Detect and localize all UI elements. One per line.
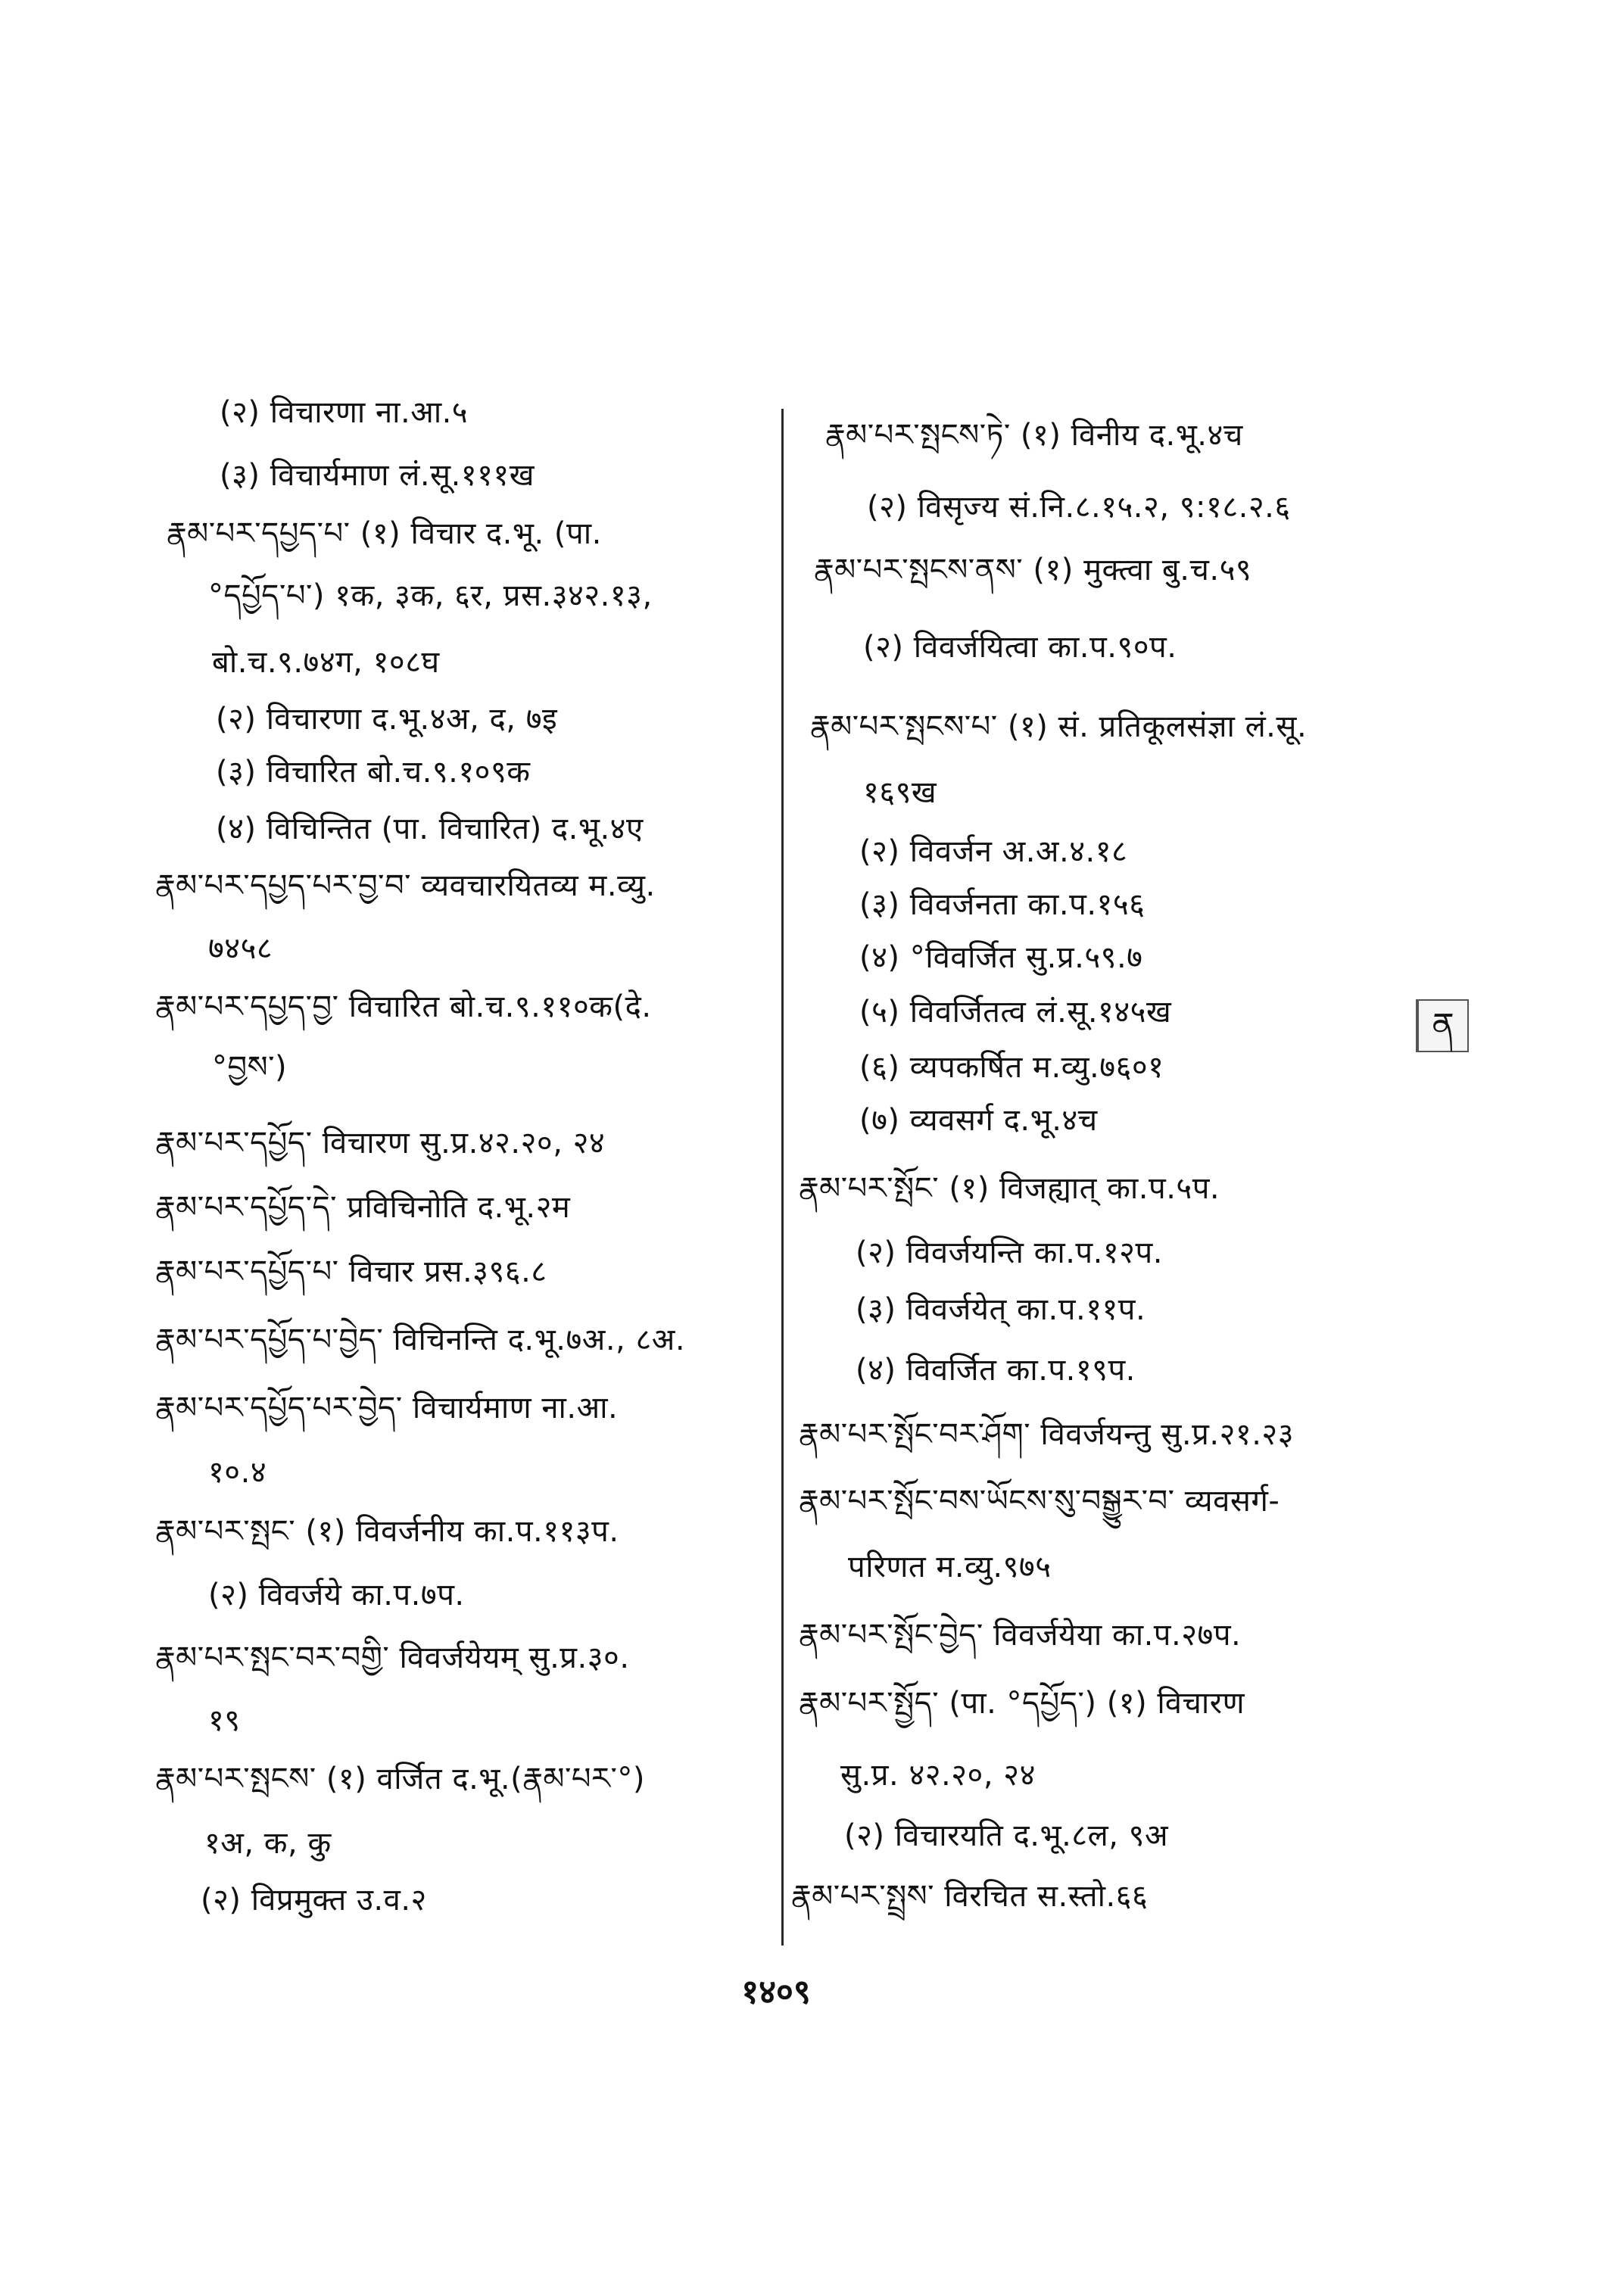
entry-line: (२) विप्रमुक्त उ.व.२	[201, 1883, 427, 1918]
entry-line: རྣམ་པར་སྤངས་ཏེ་ (१) विनीय द.भू.४च	[825, 418, 1243, 453]
entry-line: १०.४	[208, 1455, 267, 1490]
entry-line: सु.प्र. ४२.२०, २४	[840, 1758, 1036, 1793]
entry-line: (२) विसृज्य सं.नि.८.१५.२, ९:१८.२.६	[867, 490, 1291, 525]
entry-line: རྣམ་པར་དཔྱོད་པ་བྱེད་ विचिनन्ति द.भू.७अ., ८अ.	[155, 1323, 686, 1357]
page-number: १४०९	[741, 1973, 811, 2011]
entry-line: རྣམ་པར་སྤྱོད་ (पा. °དཔྱོད་) (१) विचारण	[799, 1686, 1245, 1721]
entry-line: རྣམ་པར་དཔྱད་པ་ (१) विचार द.भू. (पा.	[167, 516, 602, 551]
entry-line: རྣམ་པར་སྤང་བར་བགྱི་ विवर्जयेयम् सु.प्र.३०.	[155, 1640, 630, 1675]
entry-line: (५) विवर्जितत्व लं.सू.१४५ख	[859, 995, 1172, 1030]
entry-line: རྣམ་པར་སྤངས་པ་ (१) सं. प्रतिकूलसंज्ञा लं.सू.	[810, 709, 1308, 744]
entry-line: परिणत म.व्यु.९७५	[848, 1550, 1052, 1584]
column-divider	[781, 409, 784, 1946]
entry-line: རྣམ་པར་སྤངས་ནས་ (१) मुक्त्वा बु.च.५९	[814, 553, 1252, 587]
entry-line: (६) व्यपकर्षित म.व्यु.७६०१	[859, 1050, 1164, 1085]
entry-line: རྣམ་པར་སྤོང་ (१) विजह्यात् का.प.५प.	[799, 1171, 1220, 1206]
entry-line: རྣམ་པར་དཔྱད་བྱ་ विचारित बो.च.९.११०क(दे.	[155, 989, 652, 1024]
entry-line: རྣམ་པར་དཔྱོད་དེ་ प्रविचिनोति द.भू.२म	[155, 1190, 571, 1225]
entry-line: རྣམ་པར་སྤོང་བར་ཤོག་ विवर्जयन्तु सु.प्र.२१.२३	[799, 1417, 1295, 1452]
entry-line: རྣམ་པར་དཔྱོད་ विचारण सु.प्र.४२.२०, २४	[155, 1126, 606, 1161]
entry-line: (४) विचिन्तित (पा. विचारित) द.भू.४ए	[216, 812, 644, 846]
margin-index-tab	[1416, 999, 1469, 1052]
entry-line: °བྱས་)	[212, 1050, 288, 1085]
entry-line: (४) विवर्जित का.प.१९प.	[856, 1353, 1136, 1388]
entry-line: རྣམ་པར་དཔྱད་པར་བྱ་བ་ व्यवचारयितव्य म.व्यु.	[155, 868, 656, 903]
entry-line: (२) विवर्जयित्वा का.प.९०प.	[863, 630, 1177, 665]
entry-line: རྣམ་པར་སྤོང་བྱེད་ विवर्जयेया का.प.२७प.	[799, 1618, 1242, 1653]
entry-line: རྣམ་པར་དཔྱོད་པ་ विचार प्रस.३९६.८	[155, 1254, 547, 1289]
entry-line: རྣམ་པར་སྤོང་བས་ཡོངས་སུ་བསྒྱུར་བ་ व्यवसर्ग-	[799, 1484, 1280, 1519]
entry-line: རྣམ་པར་སྤང་ (१) विवर्जनीय का.प.११३प.	[155, 1514, 619, 1549]
entry-line: རྣམ་པར་སྤངས་ (१) वर्जित द.भू.(རྣམ་པར་°)	[155, 1762, 645, 1796]
entry-line: (२) विवर्जन अ.अ.४.१८	[859, 834, 1128, 869]
entry-line: (७) व्यवसर्ग द.भू.४च	[859, 1103, 1098, 1138]
entry-line: (३) विचारित बो.च.९.१०९क	[216, 755, 531, 790]
entry-line: (२) विवर्जये का.प.७प.	[208, 1578, 465, 1612]
entry-line: बो.च.९.७४ग, १०८घ	[212, 645, 440, 680]
entry-line: (३) विवर्जनता का.प.१५६	[859, 887, 1146, 922]
entry-line: (३) विवर्जयेत् का.प.११प.	[856, 1292, 1146, 1327]
entry-line: (२) विवर्जयन्ति का.प.१२प.	[856, 1235, 1163, 1270]
entry-line: (२) विचारयति द.भू.८ल, ९अ	[844, 1818, 1169, 1853]
entry-line: ७४५८	[208, 931, 273, 966]
entry-line: (४) °विवर्जित सु.प्र.५९.७	[859, 940, 1143, 975]
entry-line: (२) विचारणा ना.आ.५	[220, 395, 469, 430]
entry-line: (३) विचार्यमाण लं.सू.१११ख	[220, 458, 535, 493]
entry-line: རྣམ་པར་དཔྱོད་པར་བྱེད་ विचार्यमाण ना.आ.	[155, 1391, 619, 1425]
entry-line: རྣམ་པར་སྤྲས་ विरचित स.स्तो.६६	[791, 1879, 1149, 1914]
entry-line: १अ, क, कु	[204, 1826, 332, 1861]
entry-line: १९	[208, 1703, 241, 1738]
margin-tab-letter: ན	[1432, 1006, 1454, 1045]
entry-line: °དཔྱོད་པ་) १क, ३क, ६र, प्रस.३४२.१३,	[208, 578, 653, 613]
entry-line: (२) विचारणा द.भू.४अ, द, ७इ	[216, 702, 558, 737]
entry-line: १६९ख	[863, 775, 937, 810]
